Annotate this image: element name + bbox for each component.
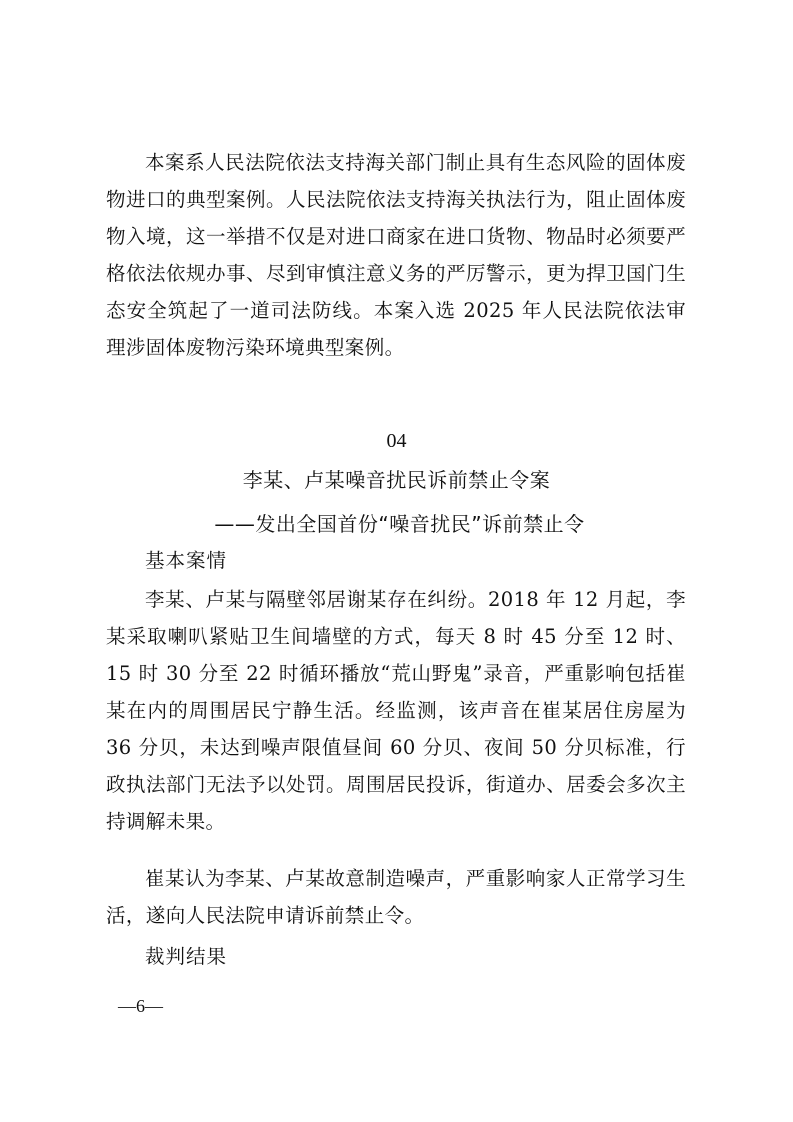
section-heading-basic-facts: 基本案情 <box>145 549 228 572</box>
case-number: 04 <box>386 430 407 452</box>
case-subtitle: ——发出全国首份“噪音扰民”诉前禁止令 <box>214 512 585 536</box>
application-paragraph: 崔某认为李某、卢某故意制造噪声，严重影响家人正常学习生活，遂向人民法院申请诉前禁止令。 <box>106 867 686 927</box>
page-number: —6— <box>118 996 163 1016</box>
case-title: 李某、卢某噪音扰民诉前禁止令案 <box>242 468 551 492</box>
intro-paragraph: 本案系人民法院依法支持海关部门制止具有生态风险的固体废物进口的典型案例。人民法院依法支持海关执法行为，阻止固体废物入境，这一举措不仅是对进口商家在进口货物、物品时必须要严格依法依规办事、尽到审慎注意义务的严厉警示，更为捍卫国门生态安全筑起了一道司法防线。本案入选 2025 年人民法院依法审理涉固体废物污染环境典型案例。 <box>106 151 686 359</box>
facts-paragraph: 李某、卢某与隔壁邻居谢某存在纠纷。2018 年 12 月起，李某采取喇叭紧贴卫生间墙壁的方式，每天 8 时 45 分至 12 时、15 时 30 分至 22 时循环播放“荒山野鬼”录音，严重影响包括崔某在内的周围居民宁静生活。经监测，该声音在崔某居住房屋为 36 分贝，未达到噪声限值昼间 60 分贝、夜间 50 分贝标准，行政执法部门无法予以处罚。周围居民投诉，街道办、居委会多次主持调解未果。 <box>106 588 686 833</box>
section-heading-judgment: 裁判结果 <box>145 945 228 968</box>
